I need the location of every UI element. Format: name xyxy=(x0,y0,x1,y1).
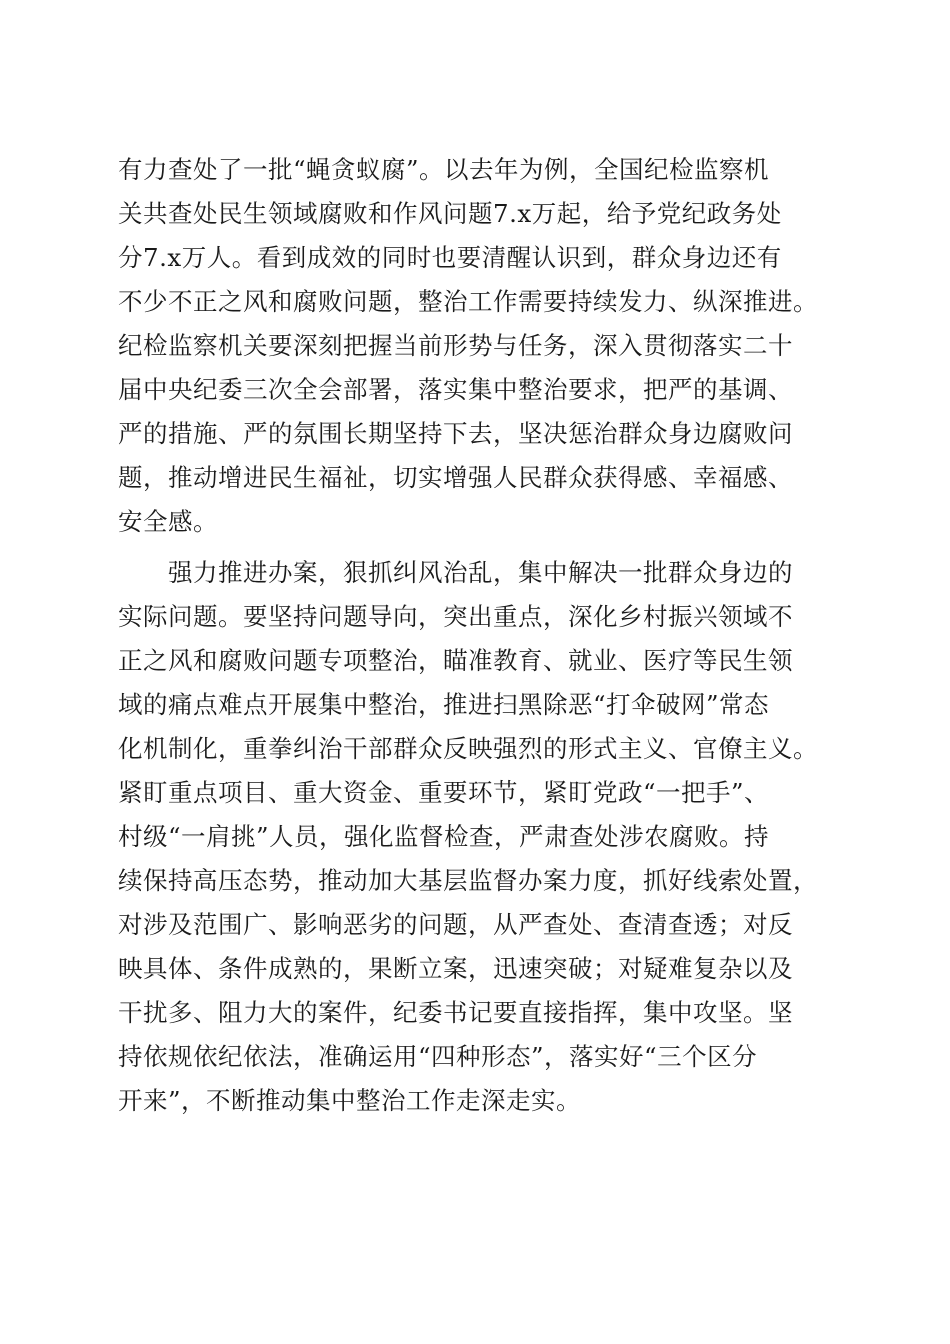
text-line: 实际问题。要坚持问题导向，突出重点，深化乡村振兴领域不 xyxy=(118,602,793,631)
text-line: 域的痛点难点开展集中整治，推进扫黑除恶“打伞破网”常态 xyxy=(118,690,770,719)
text-line: 纪检监察机关要深刻把握当前形势与任务，深入贯彻落实二十 xyxy=(118,331,793,360)
text-line: 正之风和腐败问题专项整治，瞄准教育、就业、医疗等民生领 xyxy=(118,646,793,675)
text-line: 有力查处了一批“蝇贪蚁腐”。以去年为例，全国纪检监察机 xyxy=(118,155,770,184)
text-line: 强力推进办案，狠抓纠风治乱，集中解决一批群众身边的 xyxy=(118,558,793,587)
text-line: 题，推动增进民生福祉，切实增强人民群众获得感、幸福感、 xyxy=(118,463,793,492)
paragraph-2 xyxy=(118,551,838,1123)
text-line: 分7.x万人。看到成效的同时也要清醒认识到，群众身边还有 xyxy=(118,243,782,272)
text-line: 紧盯重点项目、重大资金、重要环节，紧盯党政“一把手”、 xyxy=(118,778,770,807)
text-line: 开来”，不断推动集中整治工作走深走实。 xyxy=(118,1086,582,1115)
text-line: 干扰多、阻力大的案件，纪委书记要直接指挥，集中攻坚。坚 xyxy=(118,998,793,1027)
paragraph-gap xyxy=(118,544,838,551)
text-line: 对涉及范围广、影响恶劣的问题，从严查处、查清查透；对反 xyxy=(118,910,793,939)
text-line: 届中央纪委三次全会部署，落实集中整治要求，把严的基调、 xyxy=(118,375,793,404)
text-line: 村级“一肩挑”人员，强化监督检查，严肃查处涉农腐败。持 xyxy=(118,822,770,851)
text-line: 映具体、条件成熟的，果断立案，迅速突破；对疑难复杂以及 xyxy=(118,954,793,983)
text-line: 续保持高压态势，推动加大基层监督办案力度，抓好线索处置， xyxy=(118,866,818,895)
text-line: 持依规依纪依法，准确运用“四种形态”，落实好“三个区分 xyxy=(118,1042,758,1071)
text-line: 关共查处民生领域腐败和作风问题7.x万起，给予党纪政务处 xyxy=(118,199,782,228)
text-line: 安全感。 xyxy=(118,507,218,536)
paragraph-1 xyxy=(118,148,838,544)
text-line: 不少不正之风和腐败问题，整治工作需要持续发力、纵深推进。 xyxy=(118,287,818,316)
text-line: 化机制化，重拳纠治干部群众反映强烈的形式主义、官僚主义。 xyxy=(118,734,818,763)
text-line: 严的措施、严的氛围长期坚持下去，坚决惩治群众身边腐败问 xyxy=(118,419,793,448)
body-text xyxy=(118,148,838,1123)
